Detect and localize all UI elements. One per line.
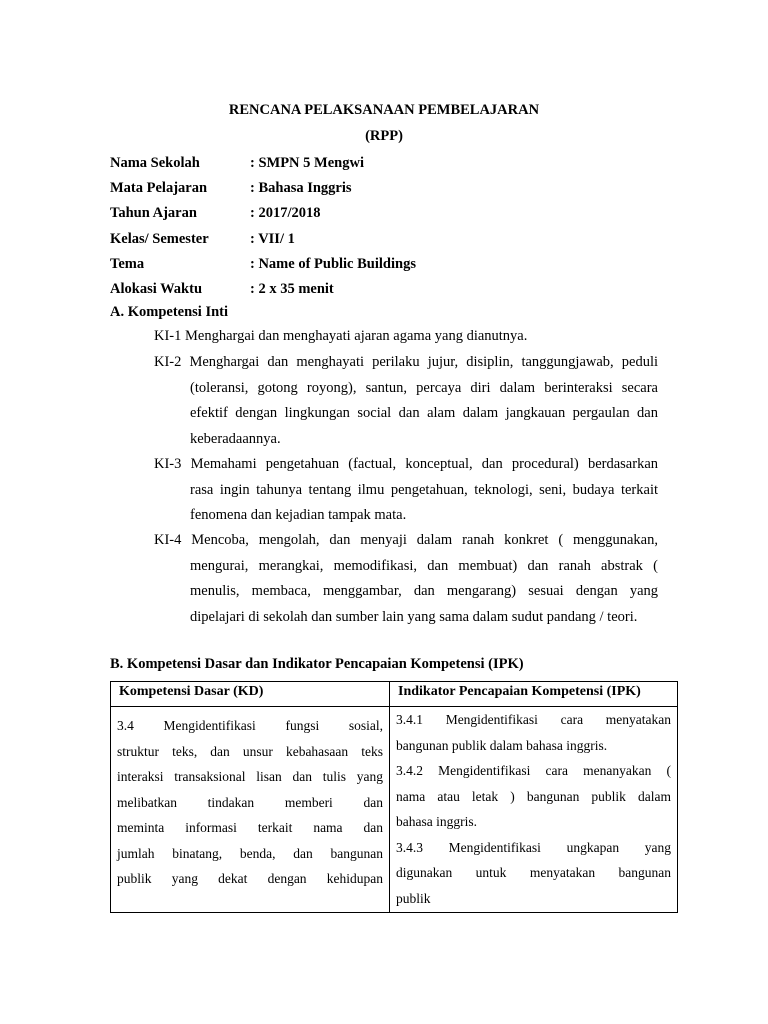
info-value: : 2 x 35 menit: [250, 281, 334, 297]
info-label: Tahun Ajaran: [110, 205, 197, 221]
kd-line: publik yang dekat dengan kehidupan: [117, 871, 383, 886]
kd-line: meminta informasi terkait nama dan: [117, 820, 383, 835]
ki-2-line: keberadaannya.: [190, 430, 281, 447]
ki-3-line: rasa ingin tahunya tentang ilmu pengetahuan, teknologi, seni, budaya terkait: [190, 481, 658, 498]
info-value: : SMPN 5 Mengwi: [250, 155, 364, 171]
kd-line: 3.4 Mengidentifikasi fungsi sosial,: [117, 718, 383, 733]
kd-ipk-table: [110, 681, 678, 913]
kd-line: jumlah binatang, benda, dan bangunan: [117, 845, 383, 861]
kd-line: melibatkan tindakan memberi dan: [117, 794, 383, 810]
document-title: RENCANA PELAKSANAAN PEMBELAJARAN: [228, 102, 540, 118]
ipk-line: 3.4.1 Mengidentifikasi cara menyatakan: [396, 712, 671, 727]
info-label: Alokasi Waktu: [110, 281, 203, 297]
ki-2-line: (toleransi, gotong royong), santun, percaya diri dalam berinteraksi secara: [190, 379, 658, 396]
ki-1: [154, 324, 658, 350]
table-row: [111, 707, 678, 913]
column-header-kd: Kompetensi Dasar (KD): [111, 682, 390, 707]
kd-line: struktur teks, dan unsur kebahasaan teks: [117, 743, 383, 759]
ipk-line: 3.4.3 Mengidentifikasi ungkapan yang: [396, 839, 671, 855]
info-value: : 2017/2018: [250, 205, 321, 221]
info-label: Mata Pelajaran: [110, 180, 208, 196]
ipk-line: publik: [396, 890, 431, 906]
kd-cell: [111, 707, 390, 913]
ki-4: [154, 528, 658, 630]
info-value: : Bahasa Inggris: [250, 180, 352, 196]
table-header-row: [111, 682, 678, 707]
info-label: Nama Sekolah: [110, 155, 200, 171]
ki-2: [154, 350, 658, 452]
section-b-heading: B. Kompetensi Dasar dan Indikator Pencapaian Kompetensi (IPK): [110, 656, 524, 672]
kd-line: interaksi transaksional lisan dan tulis yang: [117, 769, 383, 784]
ki-3-line: KI-3 Memahami pengetahuan (factual, konceptual, dan procedural) berdasarkan: [154, 456, 658, 472]
ki-4-line: menulis, membaca, menggambar, dan mengarang) sesuai dengan yang: [190, 583, 658, 599]
info-value: : Name of Public Buildings: [250, 256, 416, 272]
ki-3-line: fenomena dan kejadian tampak mata.: [190, 507, 407, 523]
info-label: Tema: [110, 256, 145, 272]
document-subtitle: (RPP): [365, 128, 403, 144]
info-label: Kelas/ Semester: [110, 231, 209, 247]
ipk-line: bahasa inggris.: [396, 814, 477, 829]
section-a-heading: A. Kompetensi Inti: [110, 304, 229, 320]
ki-4-line: dipelajari di sekolah dan sumber lain yang sama dalam sudut pandang / teori.: [190, 608, 638, 625]
ki-2-line: KI-2 Menghargai dan menghayati perilaku jujur, disiplin, tanggungjawab, peduli: [154, 354, 658, 370]
ki-4-line: mengurai, merangkai, memodifikasi, dan membuat) dan ranah abstrak (: [190, 557, 658, 574]
ipk-line: 3.4.2 Mengidentifikasi cara menanyakan (: [396, 763, 671, 778]
ipk-line: bangunan publik dalam bahasa inggris.: [396, 737, 608, 753]
ki-2-line: efektif dengan lingkungan social dan alam dalam jangkauan pergaulan dan: [190, 405, 658, 421]
ki-3: [154, 452, 658, 529]
ki-4-line: KI-4 Mencoba, mengolah, dan menyaji dalam ranah konkret ( menggunakan,: [154, 532, 658, 548]
ipk-cell: [390, 707, 678, 913]
column-header-ipk: Indikator Pencapaian Kompetensi (IPK): [390, 682, 678, 707]
ipk-line: digunakan untuk menyatakan bangunan: [396, 865, 671, 880]
ipk-line: nama atau letak ) bangunan publik dalam: [396, 788, 671, 804]
ki-1-text: KI-1 Menghargai dan menghayati ajaran agama yang dianutnya.: [154, 328, 528, 344]
info-value: : VII/ 1: [250, 231, 295, 247]
